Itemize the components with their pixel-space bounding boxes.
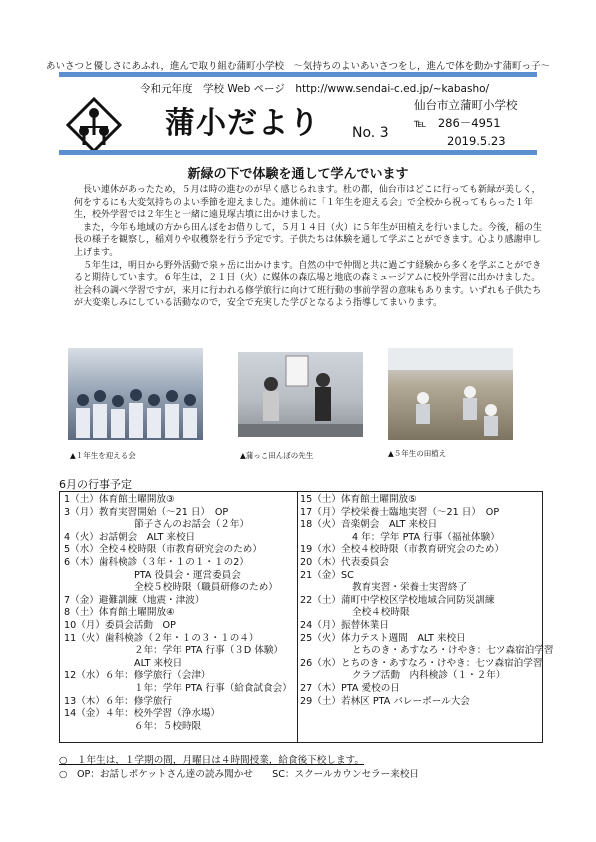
schedule-date: 27（木）	[300, 682, 341, 694]
schedule-date: 5（水）	[64, 544, 99, 556]
schedule-row-continued: 全校４校時限	[352, 607, 410, 619]
schedule-event: 全校４校時限（市教育研究会のため）	[98, 544, 262, 556]
schedule-right-column	[300, 494, 554, 708]
schedule-title: 6月の行事予定	[59, 478, 132, 491]
school-motto: あいさつと優しさにあふれ，進んで取り組む蒲町小学校 ～気持ちのよいあいさつをし，進んで体を動かす蒲町っ子～	[45, 61, 551, 72]
schedule-row	[64, 544, 296, 557]
schedule-row	[300, 570, 538, 583]
article-paragraph: ５年生は，明日から野外活動で泉ヶ岳に出かけます。自然の中で仲間と共に過ごす経験から多くを学ぶことができると期待しています。６年生は，２１日（火）に媒体の森広場と地底の森ミュージアムに校外学習に出かけました。社会科の調べ学習ですが，来月に行われる修学旅行に向けて班行動の事前学習の意味もあります。いずれも子供たちが大変楽しみにしている活動なので，安全で充実した学びとなるよう指導してまいります。	[74, 260, 542, 309]
schedule-event: ６年：修学旅行（会津）	[105, 670, 211, 682]
schedule-row	[300, 633, 538, 646]
schedule-row	[300, 544, 538, 557]
schedule-event: 体力テスト週間 ALT 来校日	[341, 632, 466, 644]
schedule-date: 15（土）	[300, 494, 341, 505]
article-headline: 新緑の下で体験を通して学んでいます	[187, 167, 409, 182]
schedule-event: SC	[341, 569, 354, 581]
schedule-row	[300, 657, 543, 671]
note-first-grade: ○ １年生は，１学期の間，月曜日は４時間授業，給食後下校します。	[59, 755, 365, 766]
schedule-event: PTA 愛校の日	[341, 682, 400, 694]
schedule-event: 蒲町中学校区学校地域合同防災訓練	[341, 594, 495, 606]
schedule-event: 振替休業日	[341, 619, 389, 631]
schedule-event: とちのき・あすなろ・けやき：七ツ森宿泊学習	[341, 657, 543, 669]
schedule-table	[59, 491, 554, 743]
schedule-event: 歯科検診（２年・１の３・１の４）	[105, 632, 259, 644]
schedule-row	[64, 620, 296, 633]
schedule-date: 26（水）	[300, 657, 341, 669]
schedule-row	[64, 557, 296, 570]
schedule-row	[64, 696, 296, 709]
schedule-date: 14（金）	[64, 708, 105, 720]
schedule-row-continued: ６年：５校時限	[134, 720, 202, 732]
schedule-event: 学校栄養士臨地実習（～21 日） OP	[341, 506, 500, 518]
schedule-event: 教育実習開始（～21 日） OP	[98, 506, 229, 518]
schedule-event: 体育館土曜開放⑤	[341, 494, 417, 505]
schedule-row	[300, 620, 538, 633]
schedule-event: 避難訓練（地震・津波）	[98, 594, 205, 606]
schedule-date: 12（水）	[64, 670, 105, 682]
schedule-event: 体育館土曜開放③	[98, 494, 175, 505]
schedule-date: 8（土）	[64, 607, 99, 619]
schedule-date: 19（水）	[300, 544, 341, 556]
schedule-event: ６年：修学旅行	[105, 695, 173, 707]
photo-fifth-grade-rice-planting	[388, 348, 513, 440]
schedule-row-continued: 4 年：学年 PTA 行事（福祉体験）	[352, 531, 500, 543]
schedule-event: 歯科検診（３年・１の１・１の2）	[98, 556, 249, 568]
schedule-row	[64, 595, 296, 608]
schedule-date: 4（火）	[64, 531, 99, 543]
photo-rice-field-teacher	[238, 352, 363, 437]
schedule-row-continued: PTA 役員会・運営委員会	[134, 569, 241, 581]
schedule-date: 25（火）	[300, 632, 341, 644]
photo-caption: ▲蒲っこ田んぼの先生	[240, 451, 314, 460]
article-paragraph: また，今年も地域の方から田んぼをお借りして，５月１４日（火）に５年生が田植えを行いました。今後，稲の生長の様子を観察し，稲刈りや収穫祭を行う予定です。子供たちは体験を通して学ぶことができます。心より感謝申し上げます。	[74, 222, 542, 258]
schedule-divider	[297, 492, 298, 742]
schedule-row-continued: クラブ活動 内科検診（１・２年）	[352, 670, 506, 682]
schedule-date: 18（火）	[300, 519, 341, 531]
schedule-date: 6（木）	[64, 556, 99, 568]
schedule-row-continued: 節子さんのお話会（２年）	[134, 519, 250, 531]
schedule-event: 体育館土曜開放④	[98, 607, 175, 619]
note-legend: ○ OP：お話しポケットさん達の読み聞かせ SC：スクールカウンセラー来校日	[59, 769, 420, 780]
schedule-row	[300, 557, 538, 570]
header-bar-bottom	[59, 150, 537, 155]
schedule-event: ４年：校外学習（浄水場）	[105, 708, 221, 720]
schedule-row-continued: とちのき・あすなろ・けやき：七ツ森宿泊学習	[352, 645, 554, 657]
schedule-notes	[59, 754, 419, 782]
newsletter-title: 蒲小だより	[165, 106, 320, 141]
schedule-date: 21（金）	[300, 569, 341, 581]
schedule-date: 29（土）	[300, 695, 341, 707]
schedule-event: 若林区 PTA バレーボール大会	[341, 695, 470, 707]
header-bar-top	[59, 72, 537, 77]
schedule-date: 7（金）	[64, 594, 99, 606]
schedule-date: 22（土）	[300, 594, 341, 606]
schedule-row	[300, 595, 538, 608]
schedule-date: 10（月）	[64, 619, 105, 631]
schedule-event: お話朝会 ALT 来校日	[98, 531, 196, 543]
schedule-event: 委員会活動 OP	[105, 619, 176, 631]
school-name: 仙台市立蒲町小学校	[414, 98, 518, 112]
school-web-page[interactable]: 令和元年度 学校 Web ページ http://www.sendai-c.ed.jp/~kabasho/	[140, 83, 490, 95]
schedule-row-continued: ALT 来校日	[134, 657, 183, 669]
schedule-date: 13（木）	[64, 695, 105, 707]
article-paragraph: 長い連休があったため，５月は時の進むのが早く感じられます。杜の都，仙台市はどこに行っても新緑が美しく，何をするにも大変気持ちのよい季節を迎えました。連休前に「１年生を迎える会」で全校から祝ってもらった１年生，校外学習では２年生と一緒に遠見塚古墳に出かけました。	[74, 185, 541, 221]
schedule-left-column	[64, 494, 296, 733]
schedule-event: 音楽朝会 ALT 来校日	[341, 519, 438, 531]
schedule-row	[300, 683, 538, 696]
schedule-date: 20（木）	[300, 556, 341, 568]
schedule-row	[300, 507, 538, 520]
schedule-row-continued: １年：学年 PTA 行事（給食試食会）	[134, 682, 292, 694]
photo-caption: ▲１年生を迎える会	[70, 451, 136, 460]
school-telephone: ℡ 286－4951	[414, 116, 501, 130]
schedule-row	[64, 607, 296, 620]
schedule-row-continued: 全校５校時限（職員研修のため）	[134, 582, 278, 594]
schedule-row	[300, 696, 538, 709]
photo-caption: ▲５年生の田植え	[388, 449, 447, 458]
issue-number: No. 3	[352, 125, 389, 141]
schedule-event: 代表委員会	[341, 556, 389, 568]
schedule-row	[64, 708, 296, 721]
schedule-row	[300, 494, 538, 507]
schedule-row-continued: ２年：学年 PTA 行事（３D 体験）	[134, 645, 284, 657]
schedule-row	[64, 494, 296, 507]
photo-first-grade-welcome	[68, 348, 203, 440]
school-emblem-icon	[66, 97, 122, 153]
schedule-event: 全校４校時限（市教育研究会のため）	[341, 544, 505, 556]
issue-date: 2019.5.23	[447, 134, 506, 148]
schedule-row-continued: 教育実習・栄養士実習終了	[352, 582, 468, 594]
schedule-date: 3（月）	[64, 506, 99, 518]
schedule-date: 17（月）	[300, 506, 341, 518]
schedule-date: 11（火）	[64, 632, 105, 644]
schedule-date: 24（月）	[300, 619, 341, 631]
schedule-row	[64, 633, 296, 646]
article-body	[74, 184, 544, 310]
schedule-row	[300, 519, 538, 532]
schedule-row	[64, 532, 296, 545]
schedule-row	[64, 670, 296, 683]
schedule-date: 1（土）	[64, 494, 99, 505]
schedule-row	[64, 507, 296, 520]
